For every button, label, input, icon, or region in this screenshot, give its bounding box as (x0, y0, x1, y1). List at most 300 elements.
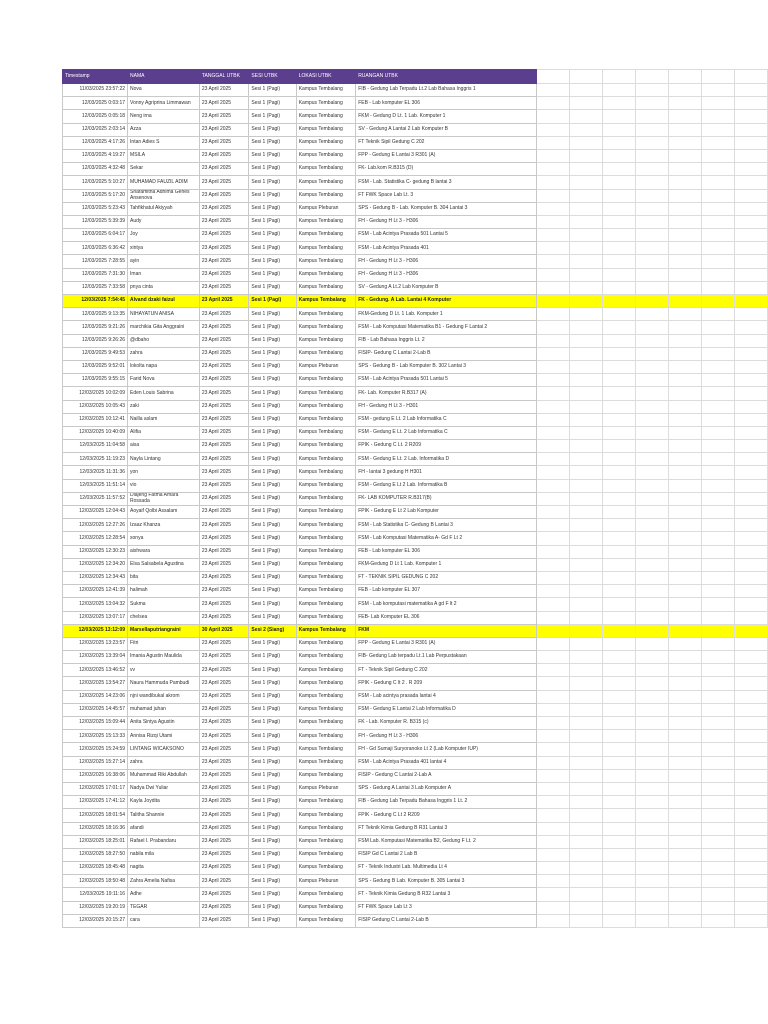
empty-cell[interactable] (569, 611, 602, 624)
ruangan-cell[interactable]: FK - Gedung. A Lab. Lantai 4 Komputer (356, 295, 537, 308)
empty-cell[interactable] (569, 229, 602, 242)
empty-cell[interactable] (701, 189, 734, 202)
empty-cell[interactable] (734, 202, 767, 215)
empty-cell[interactable] (734, 466, 767, 479)
header-nama[interactable]: NAMA (128, 70, 200, 84)
empty-cell[interactable] (635, 835, 668, 848)
lokasi-cell[interactable]: Kampus Pleburan (296, 202, 355, 215)
timestamp-cell[interactable]: 12/03/2025 18:50:48 (63, 875, 128, 888)
empty-cell[interactable] (734, 862, 767, 875)
empty-cell[interactable] (734, 321, 767, 334)
empty-cell[interactable] (569, 756, 602, 769)
empty-cell[interactable] (734, 347, 767, 360)
empty-cell[interactable] (635, 281, 668, 294)
lokasi-cell[interactable]: Kampus Tembalang (296, 268, 355, 281)
sesi-cell[interactable]: Sesi 1 (Pagi) (249, 84, 296, 97)
nama-cell[interactable]: TEGAR (128, 901, 200, 914)
lokasi-cell[interactable]: Kampus Pleburan (296, 782, 355, 795)
sesi-cell[interactable]: Sesi 1 (Pagi) (249, 360, 296, 373)
empty-cell[interactable] (635, 242, 668, 255)
ruangan-cell[interactable]: FK- LAB KOMPUTER R.B317(B) (356, 492, 537, 505)
empty-cell[interactable] (668, 255, 701, 268)
empty-cell[interactable] (569, 84, 602, 97)
sesi-cell[interactable]: Sesi 1 (Pagi) (249, 664, 296, 677)
sesi-cell[interactable]: Sesi 1 (Pagi) (249, 176, 296, 189)
empty-cell[interactable] (701, 110, 734, 123)
header-lokasi-utbk[interactable]: LOKASI UTBK (296, 70, 355, 84)
nama-cell[interactable]: Elsa Salsabela Agustina (128, 558, 200, 571)
tanggal-cell[interactable]: 23 April 2025 (199, 84, 249, 97)
tanggal-cell[interactable]: 23 April 2025 (199, 822, 249, 835)
empty-cell[interactable] (569, 202, 602, 215)
timestamp-cell[interactable]: 12/03/2025 9:21:26 (63, 321, 128, 334)
empty-cell[interactable] (602, 809, 635, 822)
empty-cell[interactable] (635, 400, 668, 413)
nama-cell[interactable]: ayin (128, 255, 200, 268)
ruangan-cell[interactable]: FSM - Lab komputasi matematika A gd F lt 2 (356, 598, 537, 611)
timestamp-cell[interactable]: 12/03/2025 9:55:15 (63, 374, 128, 387)
nama-cell[interactable]: chelsea (128, 611, 200, 624)
ruangan-cell[interactable]: FKM-Gedung D Lt. 1 Lab. Komputer 1 (356, 308, 537, 321)
empty-cell[interactable] (701, 875, 734, 888)
lokasi-cell[interactable]: Kampus Tembalang (296, 347, 355, 360)
nama-cell[interactable]: Rafael I. Prabandaru (128, 835, 200, 848)
tanggal-cell[interactable]: 23 April 2025 (199, 440, 249, 453)
tanggal-cell[interactable]: 23 April 2025 (199, 571, 249, 584)
empty-cell[interactable] (635, 848, 668, 861)
sesi-cell[interactable]: Sesi 1 (Pagi) (249, 281, 296, 294)
empty-cell[interactable] (734, 571, 767, 584)
empty-cell[interactable] (668, 163, 701, 176)
ruangan-cell[interactable]: FSM - Lab acintya prasada lantai 4 (356, 690, 537, 703)
ruangan-cell[interactable]: FKM - Gedung D Lt. 1 Lab. Komputer 1 (356, 110, 537, 123)
empty-cell[interactable] (668, 492, 701, 505)
tanggal-cell[interactable]: 23 April 2025 (199, 848, 249, 861)
timestamp-cell[interactable]: 12/03/2025 9:49:53 (63, 347, 128, 360)
tanggal-cell[interactable]: 23 April 2025 (199, 215, 249, 228)
empty-cell[interactable] (569, 176, 602, 189)
empty-cell[interactable] (569, 347, 602, 360)
empty-cell[interactable] (734, 387, 767, 400)
sesi-cell[interactable]: Sesi 1 (Pagi) (249, 822, 296, 835)
ruangan-cell[interactable]: SV - Gedung A Lt.2 Lab Komputer B (356, 281, 537, 294)
ruangan-cell[interactable]: FH - Gedung H Lt 3 - H306 (356, 268, 537, 281)
lokasi-cell[interactable]: Kampus Tembalang (296, 426, 355, 439)
tanggal-cell[interactable]: 23 April 2025 (199, 374, 249, 387)
empty-cell[interactable] (734, 796, 767, 809)
timestamp-cell[interactable]: 12/03/2025 13:04:32 (63, 598, 128, 611)
empty-cell[interactable] (701, 176, 734, 189)
empty-cell[interactable] (569, 835, 602, 848)
empty-cell[interactable] (602, 901, 635, 914)
ruangan-cell[interactable]: FIB - Gedung Lab Terpadu Bahasa Inggris 1 Lt. 2 (356, 796, 537, 809)
empty-cell[interactable] (734, 268, 767, 281)
empty-cell[interactable] (668, 545, 701, 558)
empty-cell[interactable] (701, 914, 734, 927)
ruangan-cell[interactable]: FISIP Gedung C Lantai 2-Lab B (356, 914, 537, 927)
empty-cell[interactable] (635, 334, 668, 347)
empty-cell[interactable] (668, 571, 701, 584)
empty-cell[interactable] (701, 136, 734, 149)
tanggal-cell[interactable]: 23 April 2025 (199, 677, 249, 690)
empty-cell[interactable] (734, 848, 767, 861)
empty-cell[interactable] (536, 782, 569, 795)
lokasi-cell[interactable]: Kampus Tembalang (296, 149, 355, 162)
ruangan-cell[interactable]: FEB - Lab komputer EL 307 (356, 585, 537, 598)
lokasi-cell[interactable]: Kampus Tembalang (296, 519, 355, 532)
ruangan-cell[interactable]: FSM - Gedung E Lantai 2 Lab Informatika D (356, 703, 537, 716)
empty-cell[interactable] (536, 334, 569, 347)
empty-cell[interactable] (602, 506, 635, 519)
empty-cell[interactable] (569, 703, 602, 716)
empty-cell[interactable] (668, 730, 701, 743)
empty-cell[interactable] (734, 281, 767, 294)
empty-cell[interactable] (668, 229, 701, 242)
empty-cell[interactable] (668, 611, 701, 624)
empty-cell[interactable] (536, 347, 569, 360)
empty-cell[interactable] (569, 822, 602, 835)
empty-cell[interactable] (536, 110, 569, 123)
lokasi-cell[interactable]: Kampus Tembalang (296, 176, 355, 189)
lokasi-cell[interactable]: Kampus Tembalang (296, 123, 355, 136)
empty-cell[interactable] (701, 440, 734, 453)
tanggal-cell[interactable]: 23 April 2025 (199, 611, 249, 624)
empty-cell[interactable] (635, 215, 668, 228)
sesi-cell[interactable]: Sesi 1 (Pagi) (249, 756, 296, 769)
ruangan-cell[interactable]: FEB - Lab komputer EL 306 (356, 97, 537, 110)
ruangan-cell[interactable]: FH - Gd Sumaji Suryoranoko Lt 2 (Lab Komputer IUP) (356, 743, 537, 756)
sesi-cell[interactable]: Sesi 1 (Pagi) (249, 453, 296, 466)
empty-cell[interactable] (602, 400, 635, 413)
sesi-cell[interactable]: Sesi 1 (Pagi) (249, 637, 296, 650)
empty-cell[interactable] (701, 598, 734, 611)
empty-cell[interactable] (668, 875, 701, 888)
nama-cell[interactable]: muhamad juhan (128, 703, 200, 716)
empty-cell[interactable] (668, 268, 701, 281)
empty-cell[interactable] (635, 149, 668, 162)
nama-cell[interactable]: Azza (128, 123, 200, 136)
lokasi-cell[interactable]: Kampus Tembalang (296, 532, 355, 545)
ruangan-cell[interactable]: FPIK - Gedung C lt 2 . R 209 (356, 677, 537, 690)
empty-cell[interactable] (635, 901, 668, 914)
timestamp-cell[interactable]: 12/03/2025 9:13:35 (63, 308, 128, 321)
empty-cell[interactable] (635, 532, 668, 545)
empty-cell[interactable] (734, 176, 767, 189)
empty-cell[interactable] (602, 426, 635, 439)
ruangan-cell[interactable]: FT - Teknik Sipil Gedung C 202 (356, 664, 537, 677)
empty-cell[interactable] (635, 110, 668, 123)
lokasi-cell[interactable]: Kampus Tembalang (296, 189, 355, 202)
lokasi-cell[interactable]: Kampus Tembalang (296, 453, 355, 466)
nama-cell[interactable]: vio (128, 479, 200, 492)
empty-cell[interactable] (734, 717, 767, 730)
nama-cell[interactable]: Anita Sintya Agustin (128, 717, 200, 730)
timestamp-cell[interactable]: 12/03/2025 10:05:43 (63, 400, 128, 413)
timestamp-cell[interactable]: 12/03/2025 4:32:48 (63, 163, 128, 176)
ruangan-cell[interactable]: FSM - Lab. Statistika C- gedung B lantai 3 (356, 176, 537, 189)
ruangan-cell[interactable]: FSM Lab. Komputasi Matematika B2, Gedung F Lt. 2 (356, 835, 537, 848)
empty-cell[interactable] (635, 229, 668, 242)
empty-cell[interactable] (734, 664, 767, 677)
timestamp-cell[interactable]: 12/03/2025 13:46:52 (63, 664, 128, 677)
lokasi-cell[interactable]: Kampus Tembalang (296, 624, 355, 637)
ruangan-cell[interactable]: FT Teknik Kimia Gedung B R31 Lantai 3 (356, 822, 537, 835)
empty-cell[interactable] (602, 651, 635, 664)
ruangan-cell[interactable]: FISIP- Gedung C Lantai 2-Lab B (356, 347, 537, 360)
nama-cell[interactable]: Vonny Agriprina Limmawan (128, 97, 200, 110)
empty-cell[interactable] (734, 901, 767, 914)
nama-cell[interactable]: afandi (128, 822, 200, 835)
empty-cell[interactable] (536, 466, 569, 479)
empty-cell[interactable] (536, 611, 569, 624)
empty-cell[interactable] (635, 97, 668, 110)
empty-cell[interactable] (569, 677, 602, 690)
empty-cell[interactable] (569, 796, 602, 809)
lokasi-cell[interactable]: Kampus Tembalang (296, 334, 355, 347)
lokasi-cell[interactable]: Kampus Tembalang (296, 703, 355, 716)
empty-cell[interactable] (635, 545, 668, 558)
empty-cell[interactable] (668, 848, 701, 861)
empty-cell[interactable] (701, 308, 734, 321)
empty-cell[interactable] (668, 743, 701, 756)
empty-cell[interactable] (734, 255, 767, 268)
timestamp-cell[interactable]: 12/03/2025 12:30:23 (63, 545, 128, 558)
sesi-cell[interactable]: Sesi 1 (Pagi) (249, 690, 296, 703)
empty-cell[interactable] (734, 400, 767, 413)
empty-cell[interactable] (569, 492, 602, 505)
empty-cell[interactable] (536, 189, 569, 202)
empty-cell[interactable] (701, 347, 734, 360)
empty-cell[interactable] (701, 519, 734, 532)
tanggal-cell[interactable]: 23 April 2025 (199, 756, 249, 769)
timestamp-cell[interactable]: 12/03/2025 20:15:27 (63, 914, 128, 927)
empty-cell[interactable] (701, 717, 734, 730)
nama-cell[interactable]: Muhammad Riki Abdullah (128, 769, 200, 782)
sesi-cell[interactable]: Sesi 1 (Pagi) (249, 888, 296, 901)
ruangan-cell[interactable]: FH - Gedung H Lt 3 - H306 (356, 255, 537, 268)
sesi-cell[interactable]: Sesi 1 (Pagi) (249, 585, 296, 598)
empty-cell[interactable] (668, 321, 701, 334)
ruangan-cell[interactable]: FIB - Lab Bahasa Inggris Lt. 2 (356, 334, 537, 347)
tanggal-cell[interactable]: 23 April 2025 (199, 782, 249, 795)
sesi-cell[interactable]: Sesi 1 (Pagi) (249, 229, 296, 242)
empty-cell[interactable] (668, 651, 701, 664)
timestamp-cell[interactable]: 12/03/2025 5:17:20 (63, 189, 128, 202)
empty-cell[interactable] (536, 215, 569, 228)
empty-cell[interactable] (602, 492, 635, 505)
empty-cell[interactable] (602, 624, 635, 637)
sesi-cell[interactable]: Sesi 1 (Pagi) (249, 202, 296, 215)
empty-cell[interactable] (668, 809, 701, 822)
tanggal-cell[interactable]: 23 April 2025 (199, 123, 249, 136)
tanggal-cell[interactable]: 23 April 2025 (199, 334, 249, 347)
nama-cell[interactable]: Diajeng Fatma Amara Rossada (128, 492, 200, 505)
empty-cell[interactable] (734, 809, 767, 822)
empty-cell[interactable] (602, 110, 635, 123)
nama-cell[interactable]: Naura Hammuda Pambudi (128, 677, 200, 690)
tanggal-cell[interactable]: 23 April 2025 (199, 321, 249, 334)
empty-cell[interactable] (536, 624, 569, 637)
empty-cell[interactable] (734, 651, 767, 664)
nama-cell[interactable]: Kayla Joydita (128, 796, 200, 809)
ruangan-cell[interactable]: FPIK - Gedung E Lt 2 Lab Komputer (356, 506, 537, 519)
empty-cell[interactable] (569, 295, 602, 308)
tanggal-cell[interactable]: 23 April 2025 (199, 242, 249, 255)
empty-cell[interactable] (602, 84, 635, 97)
empty-cell[interactable] (602, 637, 635, 650)
empty-cell[interactable] (635, 440, 668, 453)
empty-cell[interactable] (701, 229, 734, 242)
empty-cell[interactable] (602, 875, 635, 888)
empty-cell[interactable] (635, 914, 668, 927)
empty-cell[interactable] (569, 532, 602, 545)
empty-cell[interactable] (536, 308, 569, 321)
lokasi-cell[interactable]: Kampus Tembalang (296, 651, 355, 664)
empty-cell[interactable] (668, 189, 701, 202)
nama-cell[interactable]: Sukma (128, 598, 200, 611)
timestamp-cell[interactable]: 12/03/2025 13:07:17 (63, 611, 128, 624)
lokasi-cell[interactable]: Kampus Tembalang (296, 690, 355, 703)
tanggal-cell[interactable]: 23 April 2025 (199, 466, 249, 479)
empty-cell[interactable] (602, 255, 635, 268)
timestamp-cell[interactable]: 12/03/2025 7:54:45 (63, 295, 128, 308)
empty-cell[interactable] (602, 717, 635, 730)
lokasi-cell[interactable]: Kampus Tembalang (296, 677, 355, 690)
empty-cell[interactable] (701, 611, 734, 624)
lokasi-cell[interactable]: Kampus Tembalang (296, 110, 355, 123)
nama-cell[interactable]: Sekar (128, 163, 200, 176)
timestamp-cell[interactable]: 12/03/2025 18:25:01 (63, 835, 128, 848)
empty-cell[interactable] (536, 901, 569, 914)
nama-cell[interactable]: NIHAYATUN ANISA (128, 308, 200, 321)
nama-cell[interactable]: Marsellaputriangraini (128, 624, 200, 637)
timestamp-cell[interactable]: 12/03/2025 13:39:04 (63, 651, 128, 664)
empty-cell[interactable] (701, 756, 734, 769)
empty-cell[interactable] (602, 862, 635, 875)
sesi-cell[interactable]: Sesi 1 (Pagi) (249, 97, 296, 110)
empty-cell[interactable] (668, 97, 701, 110)
tanggal-cell[interactable]: 23 April 2025 (199, 268, 249, 281)
empty-cell[interactable] (635, 571, 668, 584)
sesi-cell[interactable]: Sesi 1 (Pagi) (249, 743, 296, 756)
ruangan-cell[interactable]: FISIP - Gedung C Lantai 2-Lab A (356, 769, 537, 782)
empty-cell[interactable] (701, 822, 734, 835)
tanggal-cell[interactable]: 23 April 2025 (199, 901, 249, 914)
nama-cell[interactable]: bita (128, 571, 200, 584)
lokasi-cell[interactable]: Kampus Tembalang (296, 374, 355, 387)
empty-cell[interactable] (602, 571, 635, 584)
tanggal-cell[interactable]: 23 April 2025 (199, 413, 249, 426)
empty-cell[interactable] (668, 479, 701, 492)
empty-cell[interactable] (536, 545, 569, 558)
lokasi-cell[interactable]: Kampus Tembalang (296, 585, 355, 598)
tanggal-cell[interactable]: 23 April 2025 (199, 189, 249, 202)
empty-cell[interactable] (668, 84, 701, 97)
empty-cell[interactable] (635, 624, 668, 637)
sesi-cell[interactable]: Sesi 1 (Pagi) (249, 796, 296, 809)
sesi-cell[interactable]: Sesi 1 (Pagi) (249, 387, 296, 400)
ruangan-cell[interactable]: FT FWK Space Lab Lt. 3 (356, 189, 537, 202)
ruangan-cell[interactable]: SPS - Gedung A Lantai 3 Lab Komputer A (356, 782, 537, 795)
empty-cell[interactable] (635, 756, 668, 769)
empty-cell[interactable] (602, 295, 635, 308)
empty-cell[interactable] (668, 796, 701, 809)
sesi-cell[interactable]: Sesi 1 (Pagi) (249, 901, 296, 914)
empty-cell[interactable] (602, 440, 635, 453)
sesi-cell[interactable]: Sesi 1 (Pagi) (249, 374, 296, 387)
empty-cell[interactable] (569, 136, 602, 149)
empty-cell[interactable] (668, 215, 701, 228)
nama-cell[interactable]: Adhe (128, 888, 200, 901)
empty-cell[interactable] (569, 413, 602, 426)
ruangan-cell[interactable]: FH - Gedung H Lt 3 - H306 (356, 215, 537, 228)
empty-cell[interactable] (569, 664, 602, 677)
timestamp-cell[interactable]: 12/03/2025 7:33:58 (63, 281, 128, 294)
empty-cell[interactable] (602, 822, 635, 835)
empty-cell[interactable] (602, 796, 635, 809)
empty-cell[interactable] (635, 163, 668, 176)
empty-cell[interactable] (635, 690, 668, 703)
tanggal-cell[interactable]: 23 April 2025 (199, 387, 249, 400)
nama-cell[interactable]: zahra (128, 756, 200, 769)
empty-cell[interactable] (701, 624, 734, 637)
lokasi-cell[interactable]: Kampus Tembalang (296, 598, 355, 611)
ruangan-cell[interactable]: FSM - Gedung E Lt. 2 Lab. Informatika D (356, 453, 537, 466)
ruangan-cell[interactable]: FIB - Gedung Lab Terpadu Lt.2 Lab Bahasa Inggris 1 (356, 84, 537, 97)
empty-cell[interactable] (701, 255, 734, 268)
empty-cell[interactable] (569, 97, 602, 110)
timestamp-cell[interactable]: 12/03/2025 0:05:18 (63, 110, 128, 123)
tanggal-cell[interactable]: 23 April 2025 (199, 295, 249, 308)
empty-cell[interactable] (602, 835, 635, 848)
ruangan-cell[interactable]: FPIK - Gedung C Lt. 2 R209 (356, 440, 537, 453)
lokasi-cell[interactable]: Kampus Tembalang (296, 84, 355, 97)
empty-cell[interactable] (536, 743, 569, 756)
timestamp-cell[interactable]: 12/03/2025 10:40:09 (63, 426, 128, 439)
empty-cell[interactable] (569, 571, 602, 584)
empty-cell[interactable] (668, 242, 701, 255)
timestamp-cell[interactable]: 12/03/2025 4:19:27 (63, 149, 128, 162)
timestamp-cell[interactable]: 12/03/2025 7:28:55 (63, 255, 128, 268)
empty-cell[interactable] (635, 664, 668, 677)
ruangan-cell[interactable]: SPS - Gedung B - Lab. Komputer B. 304 Lantai 3 (356, 202, 537, 215)
empty-cell[interactable] (701, 571, 734, 584)
empty-cell[interactable] (734, 677, 767, 690)
empty-cell[interactable] (536, 97, 569, 110)
empty-cell[interactable] (635, 492, 668, 505)
header-tanggal-utbk[interactable]: TANGGAL UTBK (199, 70, 249, 84)
sesi-cell[interactable]: Sesi 1 (Pagi) (249, 914, 296, 927)
empty-cell[interactable] (569, 308, 602, 321)
nama-cell[interactable]: vv (128, 664, 200, 677)
timestamp-cell[interactable]: 12/03/2025 9:26:26 (63, 334, 128, 347)
empty-cell[interactable] (536, 84, 569, 97)
empty-cell[interactable] (536, 585, 569, 598)
empty-cell[interactable] (602, 677, 635, 690)
tanggal-cell[interactable]: 23 April 2025 (199, 558, 249, 571)
empty-cell[interactable] (668, 703, 701, 716)
empty-cell[interactable] (701, 295, 734, 308)
ruangan-cell[interactable]: FSM - Lab Acintya Prasada 401 (356, 242, 537, 255)
empty-cell[interactable] (635, 506, 668, 519)
empty-cell[interactable] (569, 281, 602, 294)
empty-cell[interactable] (668, 914, 701, 927)
empty-cell[interactable] (734, 413, 767, 426)
tanggal-cell[interactable]: 23 April 2025 (199, 532, 249, 545)
empty-cell[interactable] (701, 848, 734, 861)
empty-cell[interactable] (635, 822, 668, 835)
lokasi-cell[interactable]: Kampus Tembalang (296, 637, 355, 650)
